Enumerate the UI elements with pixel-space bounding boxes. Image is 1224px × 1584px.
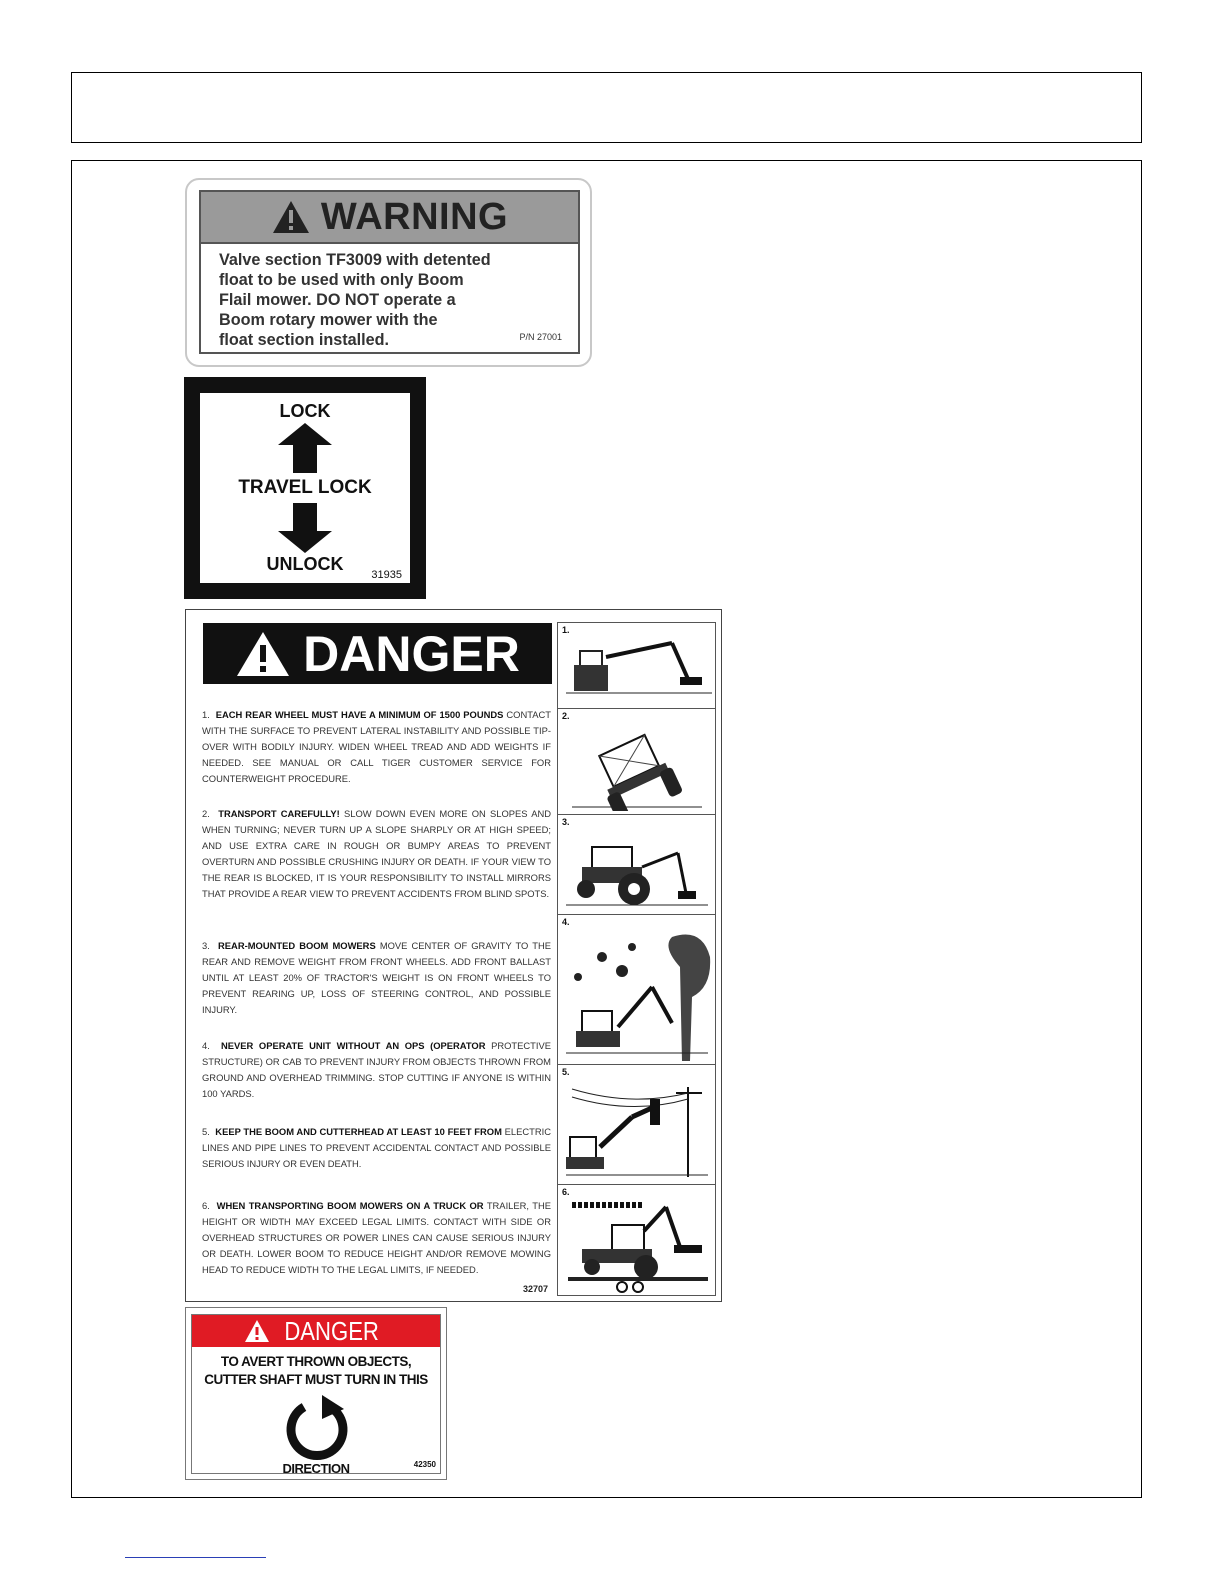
- pictogram-number: 3.: [562, 817, 570, 827]
- danger-rotation-frame: [191, 1314, 441, 1474]
- travel-lock-label: TRAVEL LOCK: [238, 477, 372, 498]
- warning-triangle-icon: [271, 199, 311, 235]
- travel-lock-part-number: 31935: [371, 569, 402, 581]
- item-number: 2.: [202, 808, 210, 819]
- item-text: CONTACT WITH THE SURFACE TO PREVENT LATERAL INSTABILITY AND POSSIBLE TIP-OVER WITH BODILY INJURY. WIDEN WHEEL TREAD AND ADD WEIGHTS IF NEEDED. SEE MANUAL OR CALL TIGER CUSTOMER SERVICE FOR COUNTERWEIGHT PROCEDURE.: [202, 709, 551, 784]
- item-number: 3.: [202, 940, 210, 951]
- travel-lock-panel: [200, 393, 410, 583]
- travel-lock-decal: [184, 377, 426, 599]
- item-lead: WHEN TRANSPORTING BOOM MOWERS ON A TRUCK OR: [216, 1200, 484, 1211]
- tractor-boom-pictogram: [562, 635, 712, 705]
- footer-link-underline[interactable]: [125, 1557, 266, 1558]
- item-lead: REAR-MOUNTED BOOM MOWERS: [218, 940, 376, 951]
- pictogram-6: [558, 1185, 715, 1297]
- danger-rotation-signal-word: DANGER: [284, 1315, 380, 1346]
- item-lead: NEVER OPERATE UNIT WITHOUT AN OPS (OPERATOR: [221, 1040, 486, 1051]
- warning-part-number: P/N 27001: [519, 332, 562, 342]
- item-text: SLOW DOWN EVEN MORE ON SLOPES AND WHEN TURNING; NEVER TURN UP A SLOPE SHARPLY OR AT HIGH SPEED; AND USE EXTRA CARE IN ROUGH OR BUMPY AREAS TO PREVENT OVERTURN AND POSSIBLE CRUSHING INJURY OR DEATH. IF YOUR VIEW TO THE REAR IS BLOCKED, IT IS YOUR RESPONSIBILITY TO INSTALL MIRRORS THAT PROVIDE A REAR VIEW TO PREVENT ACCIDENTS FROM BLIND SPOTS.: [202, 808, 551, 899]
- item-number: 1.: [202, 709, 210, 720]
- danger-rotation-message: [192, 1353, 440, 1389]
- thrown-objects-pictogram: [562, 927, 712, 1061]
- danger-rotation-decal: [185, 1307, 447, 1480]
- message-line: TO AVERT THROWN OBJECTS,: [220, 1354, 412, 1369]
- direction-label: DIRECTION: [282, 1461, 350, 1476]
- item-text: TRAILER, THE HEIGHT OR WIDTH MAY EXCEED LEGAL LIMITS. CONTACT WITH SIDE OR OVERHEAD STRUCTURES OR POWER LINES CAN CAUSE SERIOUS INJURY OR DEATH. LOWER BOOM TO REDUCE HEIGHT AND/OR REMOVE MOWING HEAD TO REDUCE WIDTH TO THE LEGAL LIMITS, IF NEEDED.: [202, 1200, 551, 1275]
- warning-line: float to be used with only Boom: [219, 271, 464, 289]
- pictogram-number: 4.: [562, 917, 570, 927]
- power-lines-pictogram: [562, 1077, 712, 1181]
- danger-rotation-header: [192, 1315, 440, 1347]
- warning-header: [201, 192, 578, 244]
- item-lead: EACH REAR WHEEL MUST HAVE A MINIMUM OF 1500 POUNDS: [215, 709, 504, 720]
- pictogram-column: [557, 622, 716, 1296]
- warning-line: Valve section TF3009 with detented: [219, 251, 491, 269]
- page-header-box: [71, 72, 1142, 143]
- danger-item-3: [202, 938, 551, 1018]
- danger-triangle-icon: [244, 1319, 270, 1343]
- warning-decal: [185, 178, 592, 367]
- clockwise-arrow-icon: [282, 1395, 352, 1461]
- pictogram-1: [558, 623, 715, 709]
- item-number: 6.: [202, 1200, 210, 1211]
- danger-item-2: [202, 806, 551, 902]
- item-text: MOVE CENTER OF GRAVITY TO THE REAR AND REMOVE WEIGHT FROM FRONT WHEELS. ADD FRONT BALLAST UNTIL AT LEAST 20% OF TRACTOR'S WEIGHT IS ON FRONT WHEELS TO PREVENT REARING UP, LOSS OF STEERING CONTROL, AND POSSIBLE INJURY.: [202, 940, 552, 1015]
- pictogram-3: [558, 815, 715, 915]
- danger-header: [203, 623, 552, 684]
- danger-item-5: [202, 1124, 551, 1172]
- warning-decal-frame: [199, 190, 580, 354]
- pictogram-5: [558, 1065, 715, 1185]
- warning-message: [219, 250, 569, 350]
- pictogram-number: 1.: [562, 625, 570, 635]
- danger-triangle-icon: [235, 630, 291, 678]
- item-lead: TRANSPORT CAREFULLY!: [218, 808, 340, 819]
- danger-item-1: [202, 707, 551, 787]
- lock-label: LOCK: [279, 401, 331, 421]
- truck-transport-pictogram: [562, 1197, 712, 1293]
- pictogram-2: [558, 709, 715, 815]
- rearing-tractor-pictogram: [562, 827, 712, 911]
- item-text: PROTECTIVE STRUCTURE) OR CAB TO PREVENT INJURY FROM OBJECTS THROWN FROM GROUND AND OVERHEAD TRIMMING. STOP CUTTING IF ANYONE IS WITHIN 100 YARDS.: [202, 1040, 551, 1099]
- warning-line: Boom rotary mower with the: [219, 311, 438, 329]
- pictogram-number: 5.: [562, 1067, 570, 1077]
- arrow-up-icon: [278, 423, 332, 473]
- item-text: ELECTRIC LINES AND PIPE LINES TO PREVENT ACCIDENTAL CONTACT AND POSSIBLE SERIOUS INJURY OR EVEN DEATH.: [202, 1126, 551, 1169]
- item-number: 4.: [202, 1040, 210, 1051]
- danger-decal: [185, 609, 722, 1302]
- danger-item-4: [202, 1038, 551, 1102]
- arrow-down-icon: [278, 503, 332, 553]
- item-lead: KEEP THE BOOM AND CUTTERHEAD AT LEAST 10 FEET FROM: [215, 1126, 502, 1137]
- pictogram-4: [558, 915, 715, 1065]
- tipping-tractor-pictogram: [562, 721, 712, 811]
- pictogram-number: 6.: [562, 1187, 570, 1197]
- message-line: CUTTER SHAFT MUST TURN IN THIS: [204, 1372, 428, 1387]
- danger-signal-word: DANGER: [303, 625, 520, 682]
- warning-line: Flail mower. DO NOT operate a: [219, 291, 456, 309]
- unlock-label: UNLOCK: [266, 554, 344, 574]
- danger-rotation-part-number: 42350: [413, 1460, 436, 1469]
- warning-signal-word: WARNING: [320, 195, 509, 238]
- danger-part-number: 32707: [523, 1284, 549, 1294]
- danger-item-6: [202, 1198, 551, 1278]
- item-number: 5.: [202, 1126, 210, 1137]
- pictogram-number: 2.: [562, 711, 570, 721]
- warning-line: float section installed.: [219, 331, 390, 349]
